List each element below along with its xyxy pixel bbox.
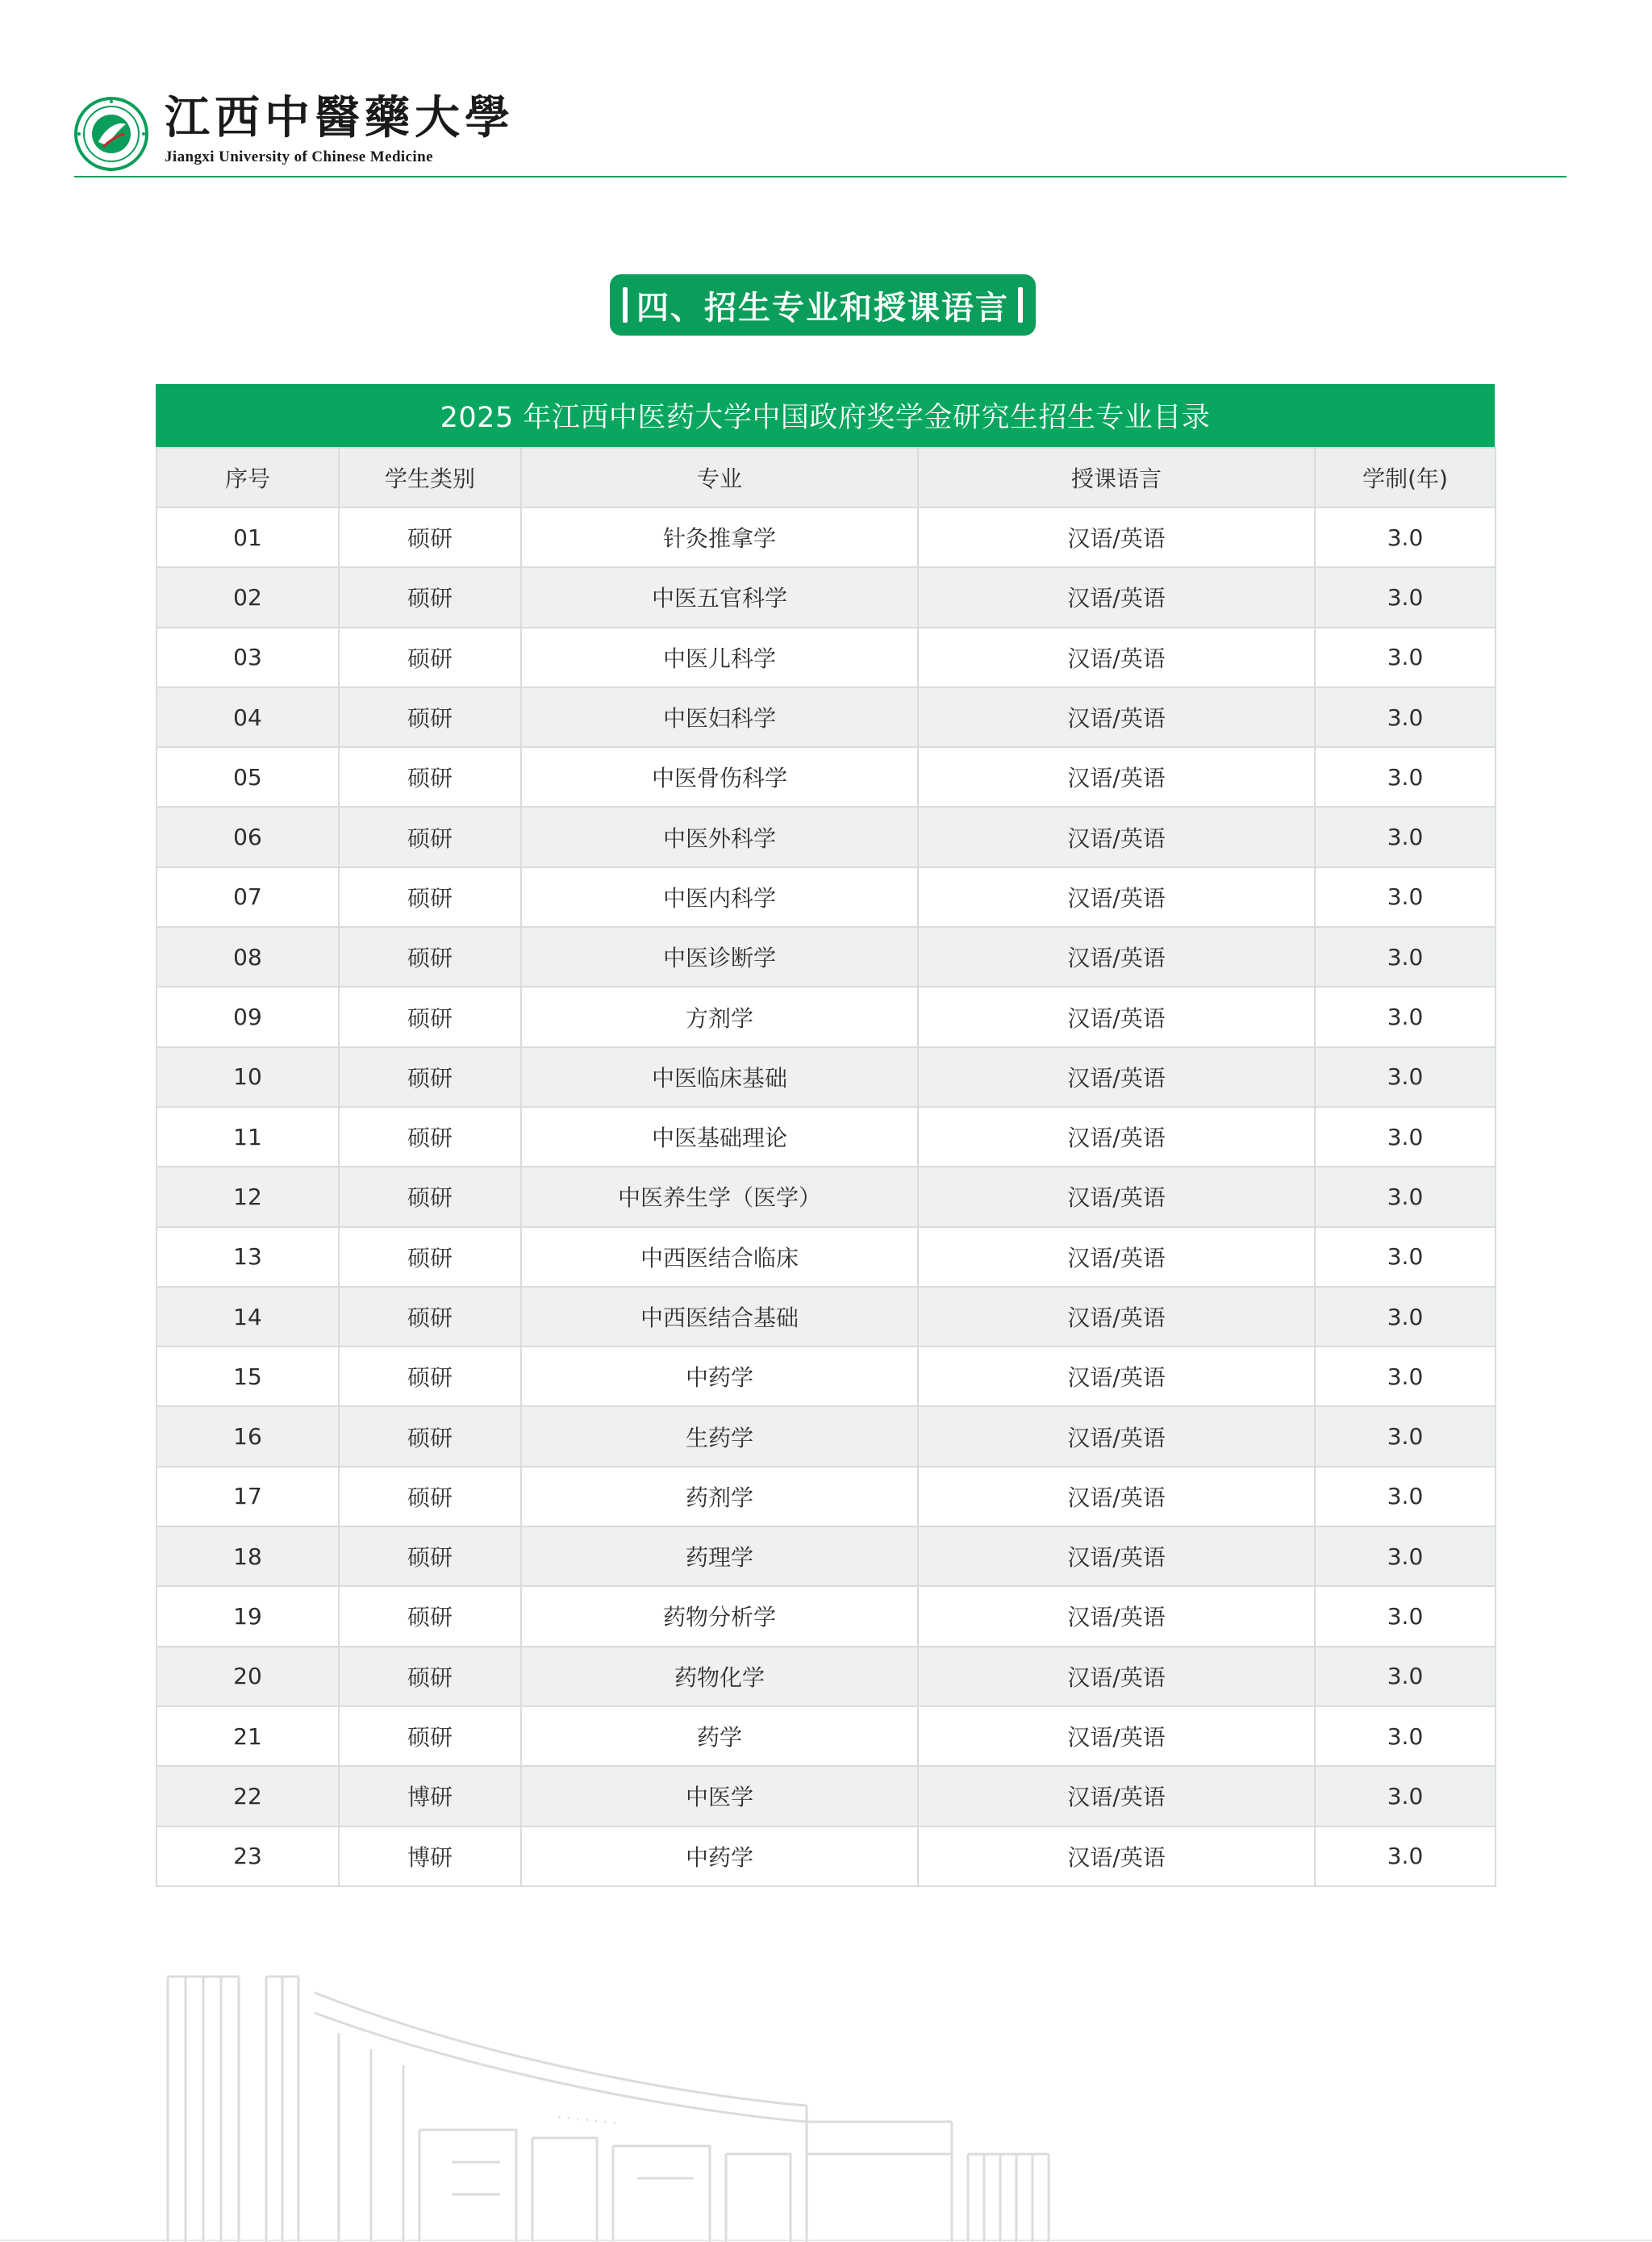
table-row (156, 1047, 1496, 1107)
brand (165, 92, 515, 166)
cell-index: 22 (156, 1766, 339, 1826)
cell-student-type: 硕研 (339, 1047, 521, 1107)
cell-duration: 3.0 (1315, 1107, 1496, 1167)
cell-duration: 3.0 (1315, 1346, 1496, 1406)
cell-student-type: 博研 (339, 1827, 521, 1886)
majors-table-container (156, 384, 1495, 1887)
page-header (74, 89, 1566, 177)
cell-student-type: 硕研 (339, 1346, 521, 1406)
cell-language: 汉语/英语 (918, 1766, 1315, 1826)
cell-index: 20 (156, 1647, 339, 1706)
table-row (156, 1467, 1496, 1526)
university-name-cn: 江西中醫藥大學 (165, 91, 515, 144)
majors-table (156, 447, 1496, 1887)
section-title-badge (610, 274, 1036, 336)
cell-index: 17 (156, 1467, 339, 1526)
cell-student-type: 硕研 (339, 1467, 521, 1526)
building-sign-icon: · · · · · · · (556, 2109, 618, 2132)
cell-duration: 3.0 (1315, 1406, 1496, 1466)
cell-student-type: 硕研 (339, 1167, 521, 1226)
table-row (156, 1227, 1496, 1287)
cell-language: 汉语/英语 (918, 1167, 1315, 1226)
table-row (156, 628, 1496, 687)
cell-duration: 3.0 (1315, 1706, 1496, 1766)
cell-language: 汉语/英语 (918, 1047, 1315, 1107)
cell-index: 05 (156, 747, 339, 807)
table-row (156, 1586, 1496, 1646)
table-row (156, 747, 1496, 807)
cell-duration: 3.0 (1315, 1526, 1496, 1586)
column-header-language: 授课语言 (918, 448, 1315, 507)
cell-language: 汉语/英语 (918, 1526, 1315, 1586)
cell-duration: 3.0 (1315, 867, 1496, 927)
cell-major: 中西医结合基础 (521, 1287, 918, 1346)
cell-major: 中医临床基础 (521, 1047, 918, 1107)
cell-duration: 3.0 (1315, 567, 1496, 627)
cell-major: 药学 (521, 1706, 918, 1766)
cell-language: 汉语/英语 (918, 1227, 1315, 1287)
cell-major: 中医学 (521, 1766, 918, 1826)
cell-duration: 3.0 (1315, 807, 1496, 866)
cell-index: 03 (156, 628, 339, 687)
cell-duration: 3.0 (1315, 628, 1496, 687)
cell-index: 18 (156, 1526, 339, 1586)
table-row (156, 1167, 1496, 1226)
cell-language: 汉语/英语 (918, 1406, 1315, 1466)
cell-index: 11 (156, 1107, 339, 1167)
cell-major: 方剂学 (521, 987, 918, 1046)
cell-student-type: 硕研 (339, 1586, 521, 1646)
cell-major: 生药学 (521, 1406, 918, 1466)
cell-index: 13 (156, 1227, 339, 1287)
cell-major: 中医基础理论 (521, 1107, 918, 1167)
cell-language: 汉语/英语 (918, 867, 1315, 927)
cell-index: 04 (156, 687, 339, 747)
cell-major: 药剂学 (521, 1467, 918, 1526)
table-row (156, 1526, 1496, 1586)
cell-duration: 3.0 (1315, 507, 1496, 567)
cell-student-type: 硕研 (339, 1107, 521, 1167)
cell-duration: 3.0 (1315, 1287, 1496, 1346)
cell-duration: 3.0 (1315, 1167, 1496, 1226)
bracket-right-icon (1018, 287, 1023, 323)
table-row (156, 1827, 1496, 1886)
cell-language: 汉语/英语 (918, 1467, 1315, 1526)
table-row (156, 927, 1496, 987)
cell-language: 汉语/英语 (918, 1346, 1315, 1406)
cell-major: 针灸推拿学 (521, 507, 918, 567)
cell-duration: 3.0 (1315, 1827, 1496, 1886)
cell-student-type: 硕研 (339, 687, 521, 747)
cell-duration: 3.0 (1315, 927, 1496, 987)
cell-student-type: 硕研 (339, 747, 521, 807)
cell-duration: 3.0 (1315, 687, 1496, 747)
column-header-duration: 学制(年) (1315, 448, 1496, 507)
cell-major: 中医五官科学 (521, 567, 918, 627)
cell-language: 汉语/英语 (918, 1827, 1315, 1886)
table-row (156, 507, 1496, 567)
cell-student-type: 硕研 (339, 628, 521, 687)
table-row (156, 1107, 1496, 1167)
cell-major: 中药学 (521, 1827, 918, 1886)
cell-language: 汉语/英语 (918, 927, 1315, 987)
cell-language: 汉语/英语 (918, 628, 1315, 687)
header-divider (74, 176, 1566, 177)
cell-duration: 3.0 (1315, 1586, 1496, 1646)
cell-index: 01 (156, 507, 339, 567)
cell-language: 汉语/英语 (918, 507, 1315, 567)
cell-language: 汉语/英语 (918, 747, 1315, 807)
table-row (156, 567, 1496, 627)
cell-duration: 3.0 (1315, 987, 1496, 1046)
column-header-major: 专业 (521, 448, 918, 507)
cell-student-type: 硕研 (339, 927, 521, 987)
cell-index: 07 (156, 867, 339, 927)
cell-index: 23 (156, 1827, 339, 1886)
section-title: 四、招生专业和授课语言 (636, 289, 1009, 327)
university-emblem-icon (74, 97, 148, 171)
cell-index: 10 (156, 1047, 339, 1107)
cell-language: 汉语/英语 (918, 1287, 1315, 1346)
table-row (156, 1346, 1496, 1406)
cell-major: 药理学 (521, 1526, 918, 1586)
column-header-student-type: 学生类别 (339, 448, 521, 507)
table-row (156, 1406, 1496, 1466)
table-row (156, 867, 1496, 927)
cell-language: 汉语/英语 (918, 1586, 1315, 1646)
cell-major: 中医骨伤科学 (521, 747, 918, 807)
cell-student-type: 硕研 (339, 1287, 521, 1346)
cell-index: 16 (156, 1406, 339, 1466)
cell-major: 中医外科学 (521, 807, 918, 866)
cell-index: 15 (156, 1346, 339, 1406)
bracket-left-icon (623, 287, 628, 323)
cell-student-type: 硕研 (339, 1647, 521, 1706)
cell-student-type: 硕研 (339, 507, 521, 567)
cell-duration: 3.0 (1315, 1766, 1496, 1826)
table-row (156, 807, 1496, 866)
cell-major: 中医内科学 (521, 867, 918, 927)
cell-language: 汉语/英语 (918, 567, 1315, 627)
cell-major: 中西医结合临床 (521, 1227, 918, 1287)
table-row (156, 1766, 1496, 1826)
cell-language: 汉语/英语 (918, 987, 1315, 1046)
cell-language: 汉语/英语 (918, 807, 1315, 866)
cell-index: 06 (156, 807, 339, 866)
cell-index: 02 (156, 567, 339, 627)
cell-student-type: 硕研 (339, 867, 521, 927)
cell-index: 14 (156, 1287, 339, 1346)
cell-student-type: 博研 (339, 1766, 521, 1826)
cell-index: 21 (156, 1706, 339, 1766)
cell-duration: 3.0 (1315, 1227, 1496, 1287)
cell-duration: 3.0 (1315, 1047, 1496, 1107)
table-title: 2025 年江西中医药大学中国政府奖学金研究生招生专业目录 (156, 384, 1495, 447)
cell-index: 12 (156, 1167, 339, 1226)
cell-major: 中药学 (521, 1346, 918, 1406)
campus-building-outline (0, 1969, 1652, 2242)
cell-major: 中医妇科学 (521, 687, 918, 747)
cell-major: 中医诊断学 (521, 927, 918, 987)
table-row (156, 687, 1496, 747)
cell-duration: 3.0 (1315, 1467, 1496, 1526)
cell-major: 中医儿科学 (521, 628, 918, 687)
column-header-index: 序号 (156, 448, 339, 507)
table-header-row (156, 448, 1496, 507)
cell-language: 汉语/英语 (918, 687, 1315, 747)
table-row (156, 1647, 1496, 1706)
cell-student-type: 硕研 (339, 1406, 521, 1466)
cell-duration: 3.0 (1315, 1647, 1496, 1706)
cell-student-type: 硕研 (339, 1706, 521, 1766)
cell-student-type: 硕研 (339, 807, 521, 866)
table-row (156, 1287, 1496, 1346)
cell-index: 19 (156, 1586, 339, 1646)
cell-student-type: 硕研 (339, 1526, 521, 1586)
table-row (156, 1706, 1496, 1766)
cell-student-type: 硕研 (339, 987, 521, 1046)
university-name-en: Jiangxi University of Chinese Medicine (165, 148, 433, 165)
cell-major: 药物分析学 (521, 1586, 918, 1646)
table-row (156, 987, 1496, 1046)
cell-major: 药物化学 (521, 1647, 918, 1706)
cell-index: 08 (156, 927, 339, 987)
cell-index: 09 (156, 987, 339, 1046)
cell-duration: 3.0 (1315, 747, 1496, 807)
cell-language: 汉语/英语 (918, 1706, 1315, 1766)
cell-student-type: 硕研 (339, 567, 521, 627)
cell-student-type: 硕研 (339, 1227, 521, 1287)
cell-major: 中医养生学（医学） (521, 1167, 918, 1226)
cell-language: 汉语/英语 (918, 1107, 1315, 1167)
cell-language: 汉语/英语 (918, 1647, 1315, 1706)
